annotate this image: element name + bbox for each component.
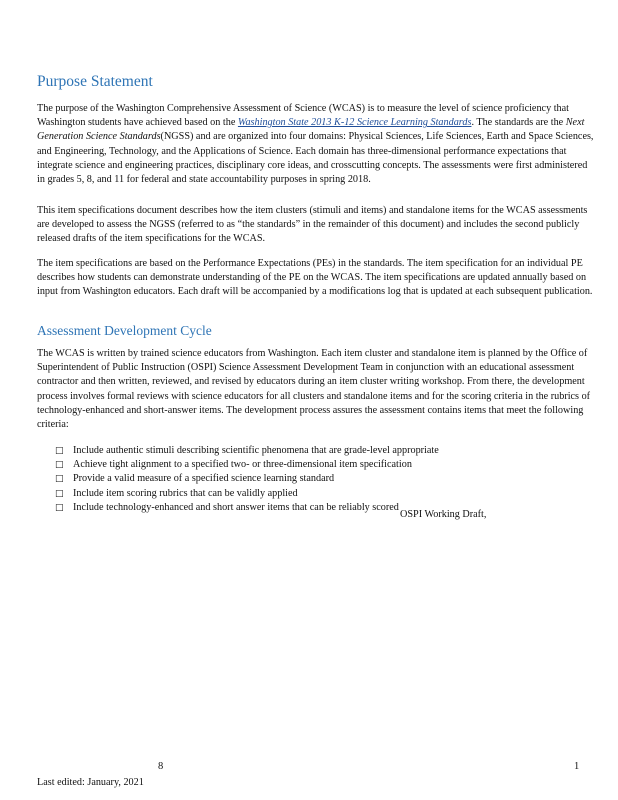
criteria-text: Include item scoring rubrics that can be validly applied	[73, 487, 298, 499]
purpose-paragraph-1	[37, 102, 597, 187]
criteria-text: Include technology-enhanced and short answer items that can be reliably scored	[73, 501, 399, 513]
cycle-heading: Assessment Development Cycle	[37, 323, 212, 338]
purpose-paragraph-2: This item specifications document describes how the item clusters (stimuli and items) and standalone items for the WCAS assessments are developed to assess the NGSS (referred to as “the standards” in the remainder of this document) and includes the second publicly released drafts of the item specifications for the WCAS.	[37, 205, 588, 245]
list-item	[55, 472, 595, 486]
criteria-text: Achieve tight alignment to a specified two- or three-dimensional item specification	[73, 459, 412, 471]
bullet-icon: □	[55, 488, 64, 499]
bullet-icon: □	[55, 474, 64, 485]
cycle-paragraph: The WCAS is written by trained science educators from Washington. Each item cluster and standalone item is planned by the Office of Superintendent of Public Instruction (OSPI) Science Assessment Development Team in conjunction with an educational assessment contractor and then written, reviewed, and revised by educators during an item cluster writing workshop. From there, the development process involves formal reviews with science educators for all clusters and standalone items and for the scoring criteria in the rubrics of technology-enhanced and short-answer items. The development process assures the assessment contains items that meet the following criteria:	[37, 348, 591, 431]
bullet-icon: □	[55, 460, 64, 471]
last-edited-footer: Last edited: January, 2021	[37, 777, 144, 788]
list-item	[55, 444, 595, 458]
list-item	[55, 501, 595, 515]
ngss-title: Next Generation Science Standards	[37, 117, 585, 143]
criteria-list	[55, 444, 595, 515]
purpose-text-b: . The standards are the	[471, 117, 564, 129]
bullet-icon: □	[55, 502, 64, 513]
purpose-text-a: The purpose of the Washington Comprehensive Assessment of Science (WCAS) is to measure the level of science proficiency that Washington students have achieved based on the	[37, 103, 569, 129]
bullet-icon: □	[55, 446, 64, 456]
draft-label: OSPI Working Draft,	[400, 509, 487, 520]
purpose-paragraph-3: The item specifications are based on the Performance Expectations (PEs) in the standards. The item specification for an individual PE describes how students can demonstrate understanding of the PE on the WCAS. The item specifications are updated annually based on input from Washington educators. Each draft will be accompanied by a modifications log that is updated at each subsequent publication.	[37, 258, 593, 298]
criteria-text: Provide a valid measure of a specified science learning standard	[73, 473, 335, 485]
page-number-right: 1	[574, 761, 580, 772]
list-item	[55, 458, 595, 472]
purpose-heading: Purpose Statement	[37, 73, 153, 90]
list-item	[55, 487, 595, 501]
standards-link[interactable]: Washington State 2013 K-12 Science Learning Standards	[237, 117, 472, 129]
purpose-text-c: (NGSS) and are organized into four domains: Physical Sciences, Life Sciences, Earth and Space Sciences, and Engineering, Technology, and the Applications of Science. Each domain has three-dimensional performance expectations that integrate science and engineering practices, disciplinary core ideas, and crosscutting concepts. The assessments were first administered in grades 5, 8, and 11 for federal and state accountability purposes in spring 2018.	[37, 131, 594, 186]
criteria-text: Include authentic stimuli describing scientific phenomena that are grade-level appropriate	[73, 445, 439, 456]
page-number-left: 8	[158, 761, 164, 772]
